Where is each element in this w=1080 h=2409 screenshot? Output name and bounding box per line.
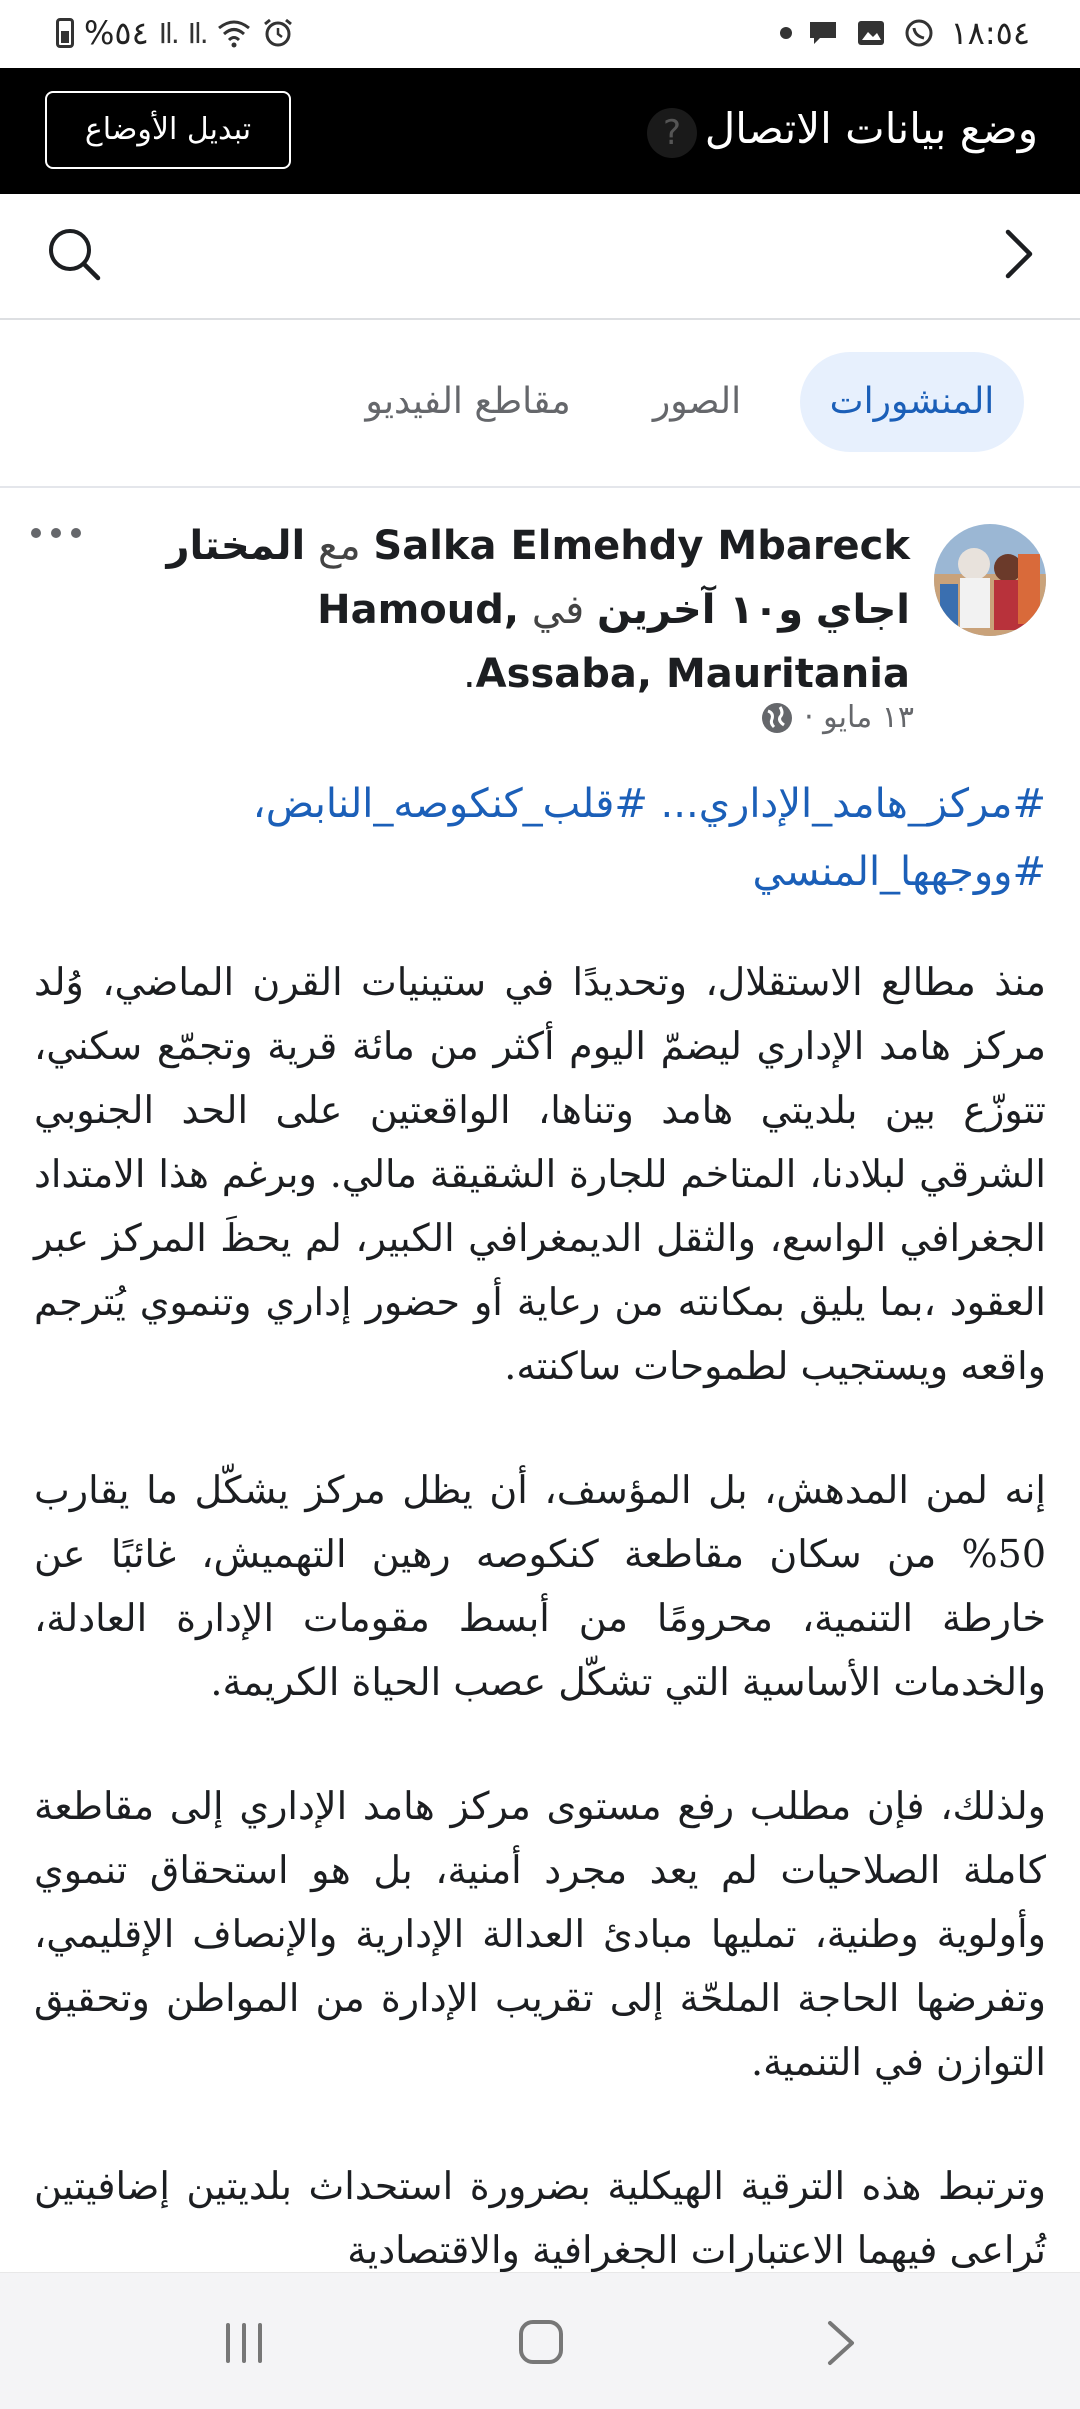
status-bar bbox=[0, 0, 1080, 68]
more-options-icon[interactable] bbox=[28, 520, 84, 546]
post-body bbox=[34, 950, 1046, 2342]
recent-apps-icon[interactable] bbox=[222, 2323, 266, 2363]
tab-videos[interactable]: مقاطع الفيديو bbox=[365, 381, 571, 422]
author-avatar[interactable] bbox=[934, 524, 1046, 636]
status-right-group bbox=[780, 14, 1030, 52]
in-word: في bbox=[531, 587, 585, 633]
whatsapp-icon bbox=[902, 18, 936, 48]
top-nav-bar bbox=[0, 194, 1080, 320]
data-mode-title: وضع بيانات الاتصال bbox=[704, 104, 1038, 153]
chat-icon bbox=[806, 18, 840, 48]
signal-icon-2: Il. bbox=[187, 16, 207, 50]
clock-time: ١٨:٥٤ bbox=[950, 14, 1030, 52]
post-paragraph: وترتبط هذه الترقية الهيكلية بضرورة استحداث بلديتين إضافيتين تُراعى فيهما الاعتبارات الجغرافية والاقتصادية bbox=[34, 2164, 1046, 2272]
post-paragraph: إنه لمن المدهش، بل المؤسف، أن يظل مركز يشكّل ما يقارب 50% من سكان مقاطعة كنكوصه رهين التهميش، غائبًا عن خارطة التنمية، محرومًا من أبسط مقومات الإدارة العادلة، والخدمات الأساسية التي تشكّل عصب الحياة الكريمة. bbox=[34, 1468, 1046, 1704]
home-icon[interactable] bbox=[518, 2319, 564, 2365]
others-link[interactable]: و١٠ آخرين bbox=[596, 587, 804, 633]
post-hashtags[interactable]: #مركز_هامد_الإداري... #قلب_كنكوصه_النابض، #ووجهها_المنسي bbox=[252, 781, 1046, 895]
signal-icon: Il. bbox=[158, 16, 178, 50]
tab-posts[interactable]: المنشورات bbox=[800, 352, 1024, 452]
battery-percent: %٥٤ bbox=[84, 14, 149, 52]
gallery-icon bbox=[854, 18, 888, 48]
avatar-image bbox=[934, 524, 1046, 636]
post-header-text: Salka Elmehdy Mbareck مع المختار اجاي و١٠ آخرين في Hamoud, Assaba, Mauritania. bbox=[166, 523, 910, 697]
alarm-icon bbox=[261, 18, 295, 48]
wifi-icon bbox=[217, 18, 251, 48]
system-nav-bar bbox=[0, 2272, 1080, 2409]
post-date[interactable]: ١٣ مايو · bbox=[804, 700, 914, 735]
status-left-group bbox=[56, 14, 295, 52]
with-word: مع bbox=[317, 523, 361, 569]
notification-dot-icon bbox=[780, 27, 792, 39]
battery-icon bbox=[56, 18, 74, 48]
post-meta bbox=[760, 700, 914, 735]
back-nav-icon[interactable] bbox=[826, 2319, 856, 2367]
search-icon[interactable] bbox=[44, 224, 104, 284]
post-paragraph: ولذلك، فإن مطلب رفع مستوى مركز هامد الإداري إلى مقاطعة كاملة الصلاحيات لم يعد مجرد أمنية، بل هو استحقاق تنموي وأولوية وطنية، تمليها مبادئ العدالة الإدارية والإنصاف الإقليمي، وتفرضها الحاجة الملحّة إلى تقريب الإدارة من المواطن وتحقيق التوازن في التنمية. bbox=[34, 1784, 1046, 2084]
switch-modes-button[interactable]: تبديل الأوضاع bbox=[45, 91, 291, 169]
help-icon[interactable]: ? bbox=[647, 108, 697, 158]
globe-icon bbox=[760, 701, 794, 735]
post-paragraph: منذ مطالع الاستقلال، وتحديدًا في ستينيات القرن الماضي، وُلد مركز هامد الإداري ليضمّ اليوم أكثر من مائة قرية وتجمّع سكني، تتوزّع بين بلديتي هامد وتناها، الواقعتين على الحد الجنوبي الشرقي لبلادنا، المتاخم للجارة الشقيقة مالي. وبرغم هذا الامتداد الجغرافي الواسع، والثقل الديمغرافي الكبير، لم يحظَ المركز عبر العقود ،بما يليق بمكانته من رعاية أو حضور إداري وتنموي يُترجم واقعه ويستجيب لطموحات ساكنته. bbox=[34, 960, 1046, 1388]
profile-tabs bbox=[0, 320, 1080, 488]
tagged-person-link[interactable]: المختار اجاي bbox=[166, 523, 910, 633]
author-name-link[interactable]: Salka Elmehdy Mbareck bbox=[373, 523, 910, 569]
back-arrow-icon[interactable] bbox=[986, 224, 1046, 284]
tab-photos[interactable]: الصور bbox=[652, 381, 742, 422]
location-link[interactable]: Hamoud, Assaba, Mauritania bbox=[317, 587, 910, 697]
